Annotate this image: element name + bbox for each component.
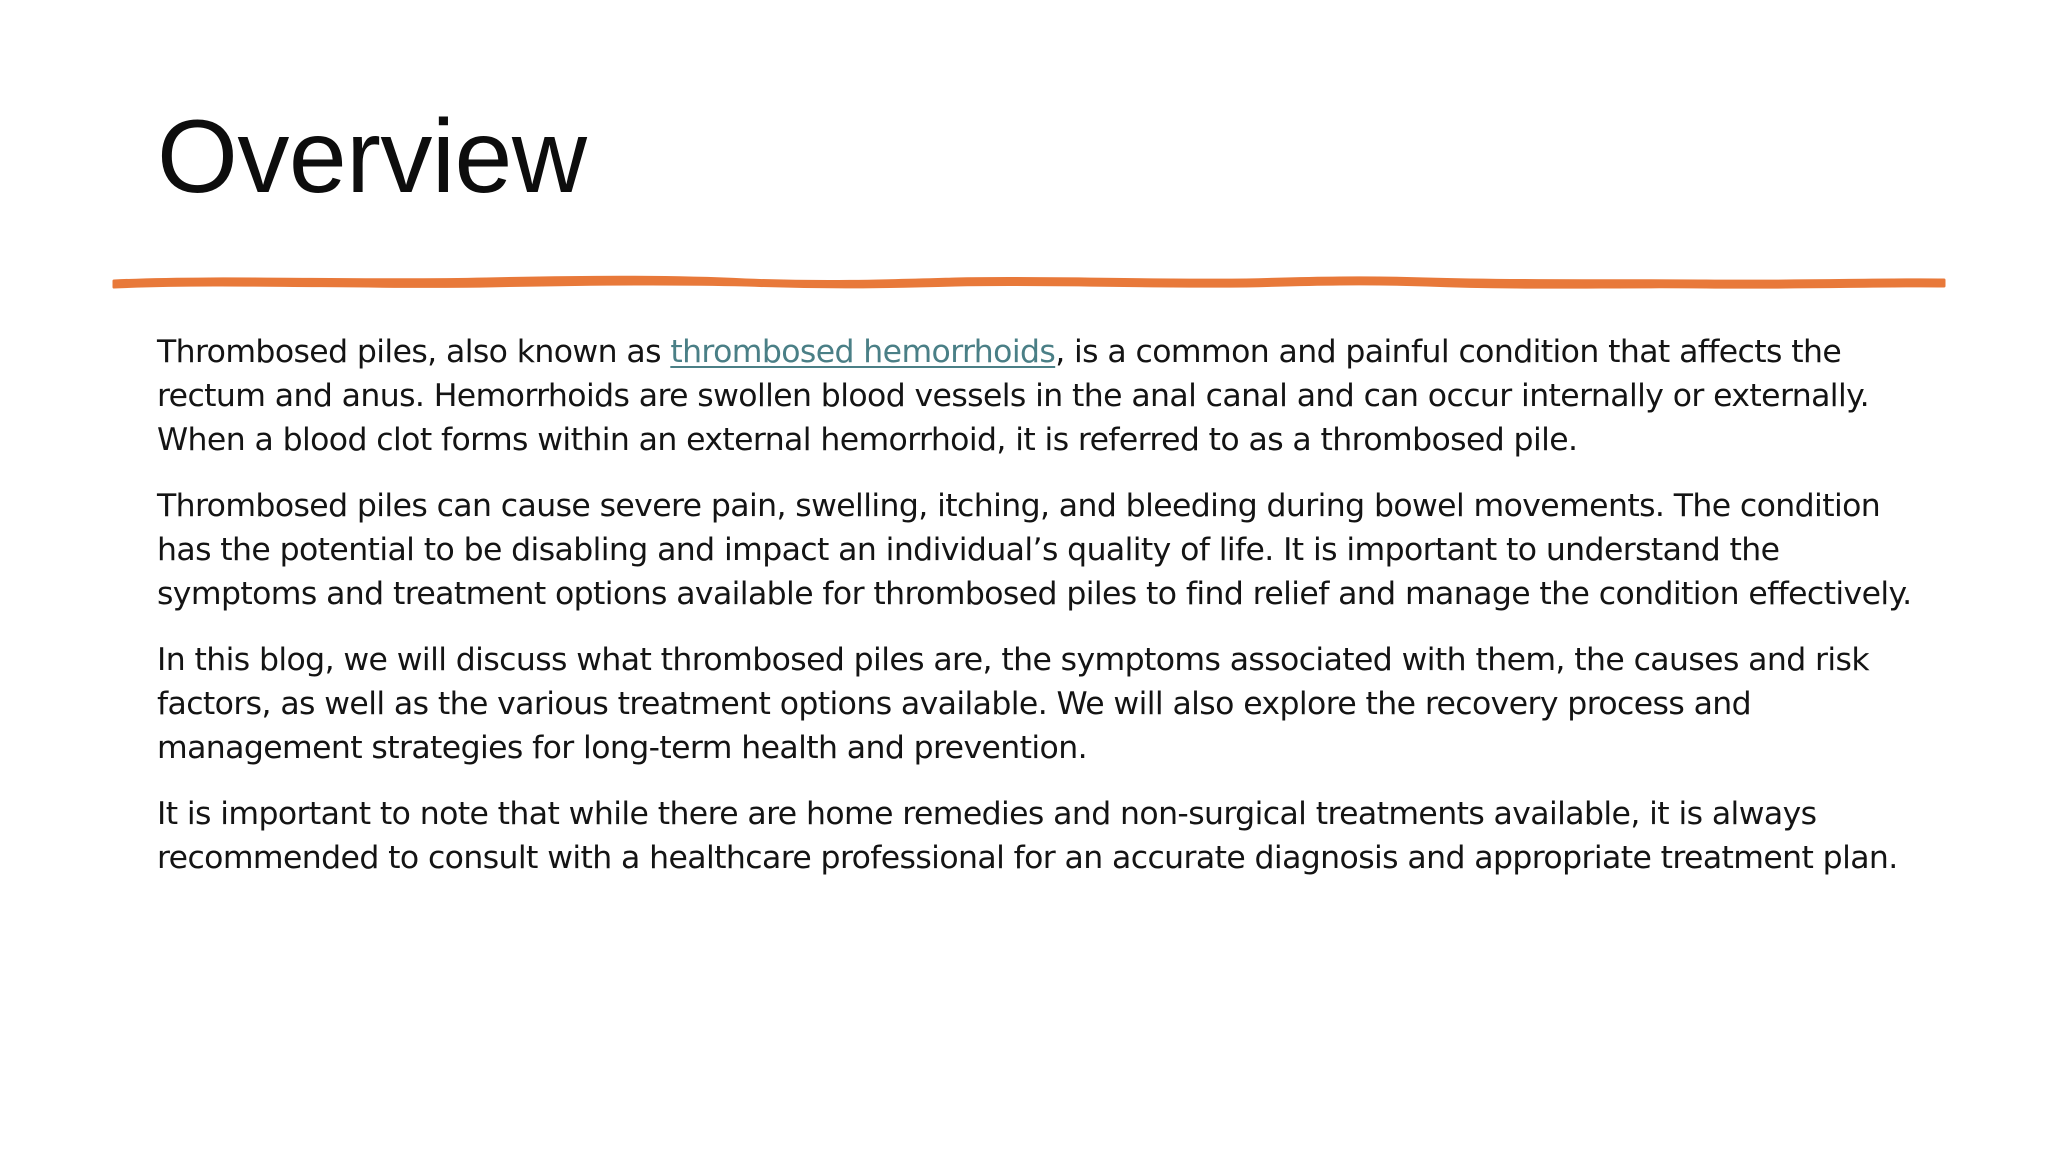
overview-body: [157, 330, 1917, 902]
title-divider: [106, 268, 1952, 296]
paragraph-symptoms: Thrombosed piles can cause severe pain, swelling, itching, and bleeding during bowel movements. The condition has the potential to be disabling and impact an individual’s quality of life. It is important to understand the symptoms and treatment options available for thrombosed piles to find relief and manage the condition effectively.: [157, 488, 1912, 612]
thrombosed-hemorrhoids-link[interactable]: thrombosed hemorrhoids: [670, 334, 1056, 370]
divider-brush-stroke: [114, 277, 1944, 287]
paragraph-blog-scope: In this blog, we will discuss what thrombosed piles are, the symptoms associated with them, the causes and risk factors, as well as the various treatment options available. We will also explore the recovery process and management strategies for long-term health and prevention.: [157, 642, 1869, 766]
paragraph-consult-note: It is important to note that while there are home remedies and non-surgical treatments available, it is always recommended to consult with a healthcare professional for an accurate diagnosis and appropriate treatment plan.: [157, 796, 1898, 876]
slide-title: Overview: [157, 99, 587, 215]
paragraph-intro: [157, 330, 1917, 462]
paragraph-intro-rest: , is a common and painful condition that affects the rectum and anus. Hemorrhoids are swollen blood vessels in the anal canal and can occur internally or externally. When a blood clot forms within an external hemorrhoid, it is referred to as a thrombosed pile.: [157, 334, 1870, 458]
paragraph-intro-lead: Thrombosed piles, also known as: [157, 334, 671, 370]
